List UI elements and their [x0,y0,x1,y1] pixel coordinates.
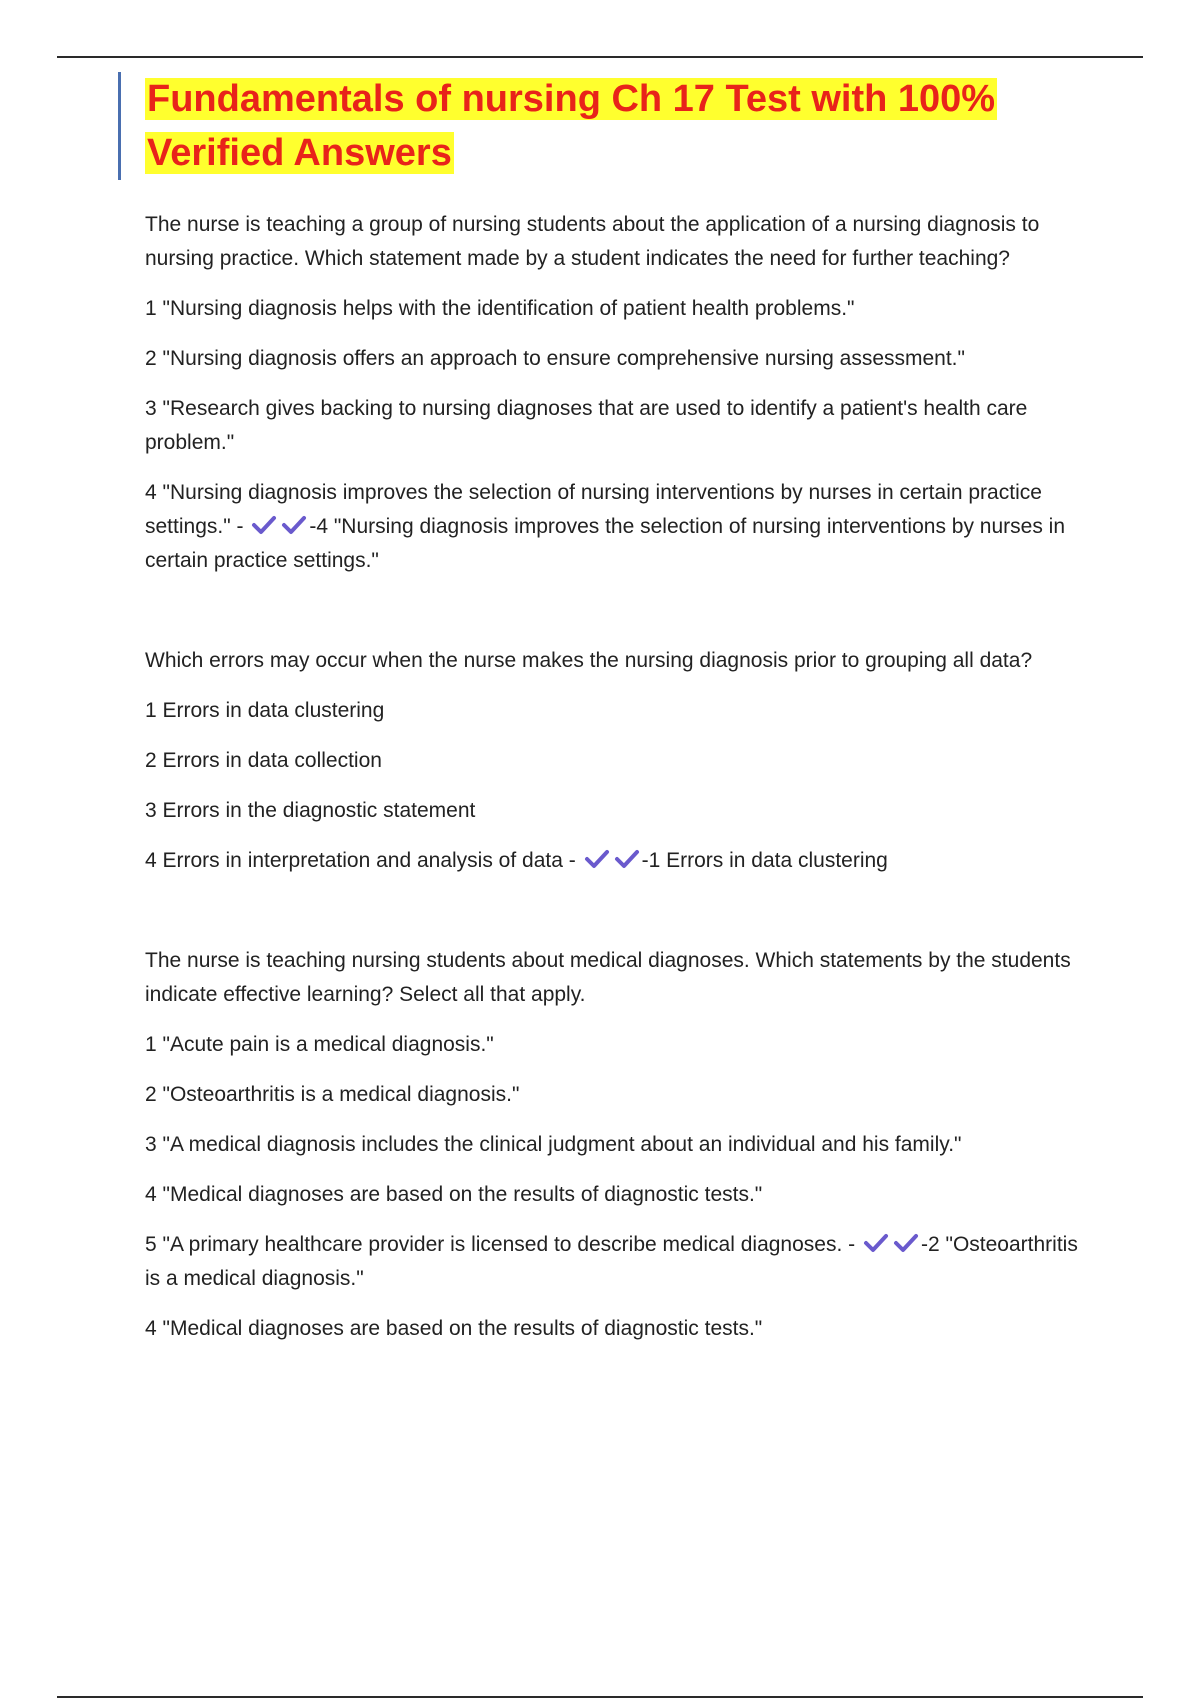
top-rule [57,56,1143,58]
question-block-2 [145,644,1085,878]
question-stem: The nurse is teaching a group of nursing students about the application of a nursing diagnosis to nursing practice. Which statement made by a student indicates the need for further teaching? [145,213,1040,270]
option-item: 1 Errors in data clustering [145,699,385,722]
checkmark-icon [893,1232,919,1254]
checkmark-icon [863,1232,889,1254]
answer-text: -4 "Nursing diagnosis improves the selection of nursing interventions by nurses in certain practice settings." [145,515,1066,572]
checkmark-icon [251,514,277,536]
question-block-3 [145,944,1085,1346]
option-item: 3 "Research gives backing to nursing diagnoses that are used to identify a patient's health care problem." [145,397,1028,454]
option-item: 2 Errors in data collection [145,749,382,772]
option-item: 2 "Nursing diagnosis offers an approach to ensure comprehensive nursing assessment." [145,347,965,370]
title-line-1: Fundamentals of nursing Ch 17 Test with 100% [147,78,996,120]
question-stem: The nurse is teaching nursing students about medical diagnoses. Which statements by the students indicate effective learning? Select all that apply. [145,949,1071,1006]
option-item: 2 "Osteoarthritis is a medical diagnosis." [145,1083,520,1106]
option-item: 1 "Nursing diagnosis helps with the identification of patient health problems." [145,297,855,320]
option-with-answer [145,476,1085,578]
checkmark-icon [614,848,640,870]
option-item: 4 "Nursing diagnosis improves the selection of nursing interventions by nurses in certain practice settings." - [145,481,1042,538]
question-block-1 [145,208,1085,578]
option-with-answer [145,844,1085,878]
option-item: 3 "A medical diagnosis includes the clinical judgment about an individual and his family." [145,1133,962,1156]
checkmark-icon [584,848,610,870]
document-body [145,208,1085,1362]
title-block [118,72,1105,180]
option-item: 1 "Acute pain is a medical diagnosis." [145,1033,494,1056]
answer-text: -2 "Osteoarthritis is a medical diagnosis." [145,1233,1078,1290]
option-item: 4 Errors in interpretation and analysis of data - [145,849,576,872]
question-stem: Which errors may occur when the nurse makes the nursing diagnosis prior to grouping all data? [145,649,1033,672]
answer-text-continued: 4 "Medical diagnoses are based on the results of diagnostic tests." [145,1317,763,1340]
document-title [145,72,1105,180]
bottom-rule [57,1696,1143,1698]
option-item: 3 Errors in the diagnostic statement [145,799,476,822]
option-item: 4 "Medical diagnoses are based on the results of diagnostic tests." [145,1183,763,1206]
answer-text: -1 Errors in data clustering [641,849,888,872]
checkmark-icon [281,514,307,536]
title-line-2: Verified Answers [147,132,452,174]
option-item: 5 "A primary healthcare provider is licensed to describe medical diagnoses. - [145,1233,856,1256]
option-with-answer [145,1228,1085,1296]
